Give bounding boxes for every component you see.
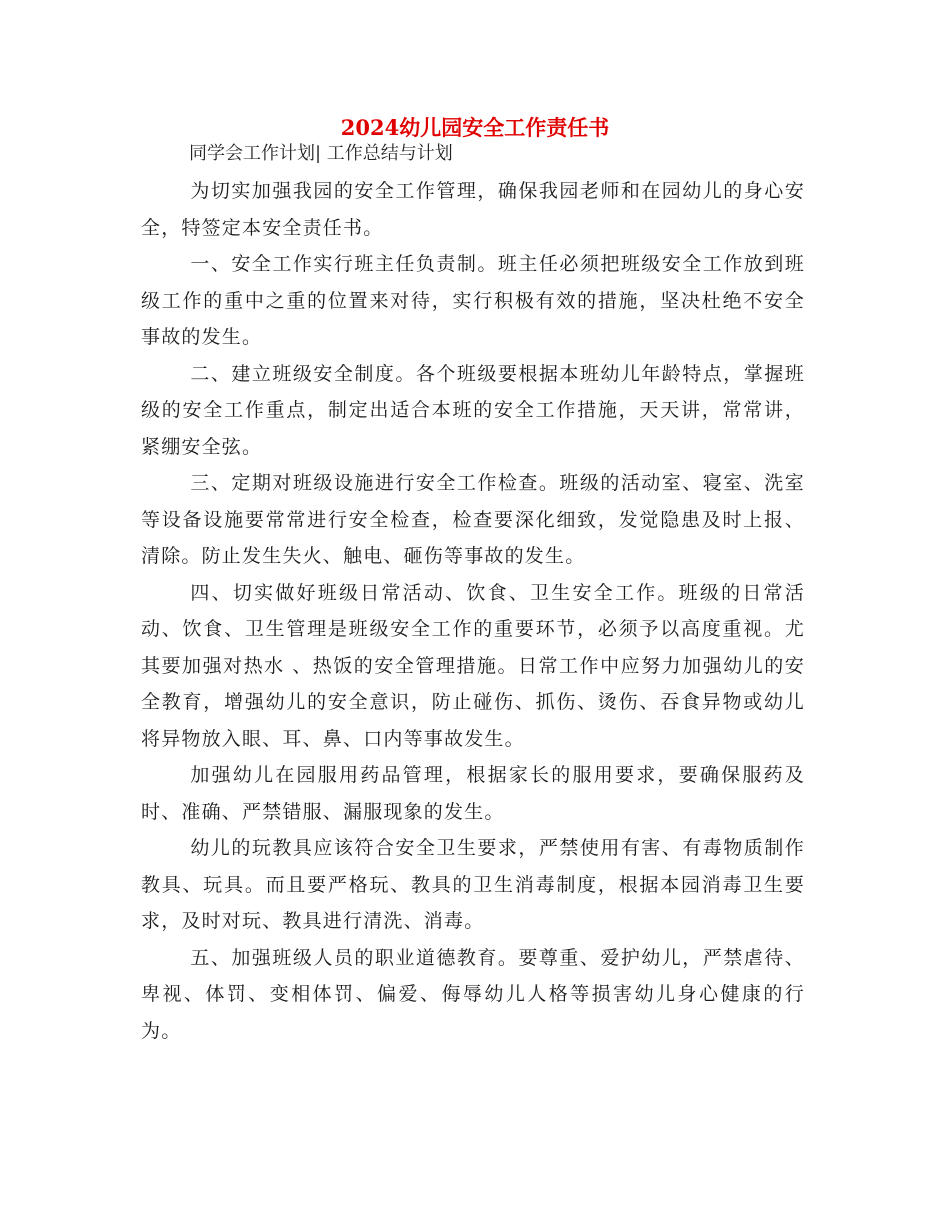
document-body xyxy=(141,173,805,1049)
document-subtitle: 同学会工作计划| 工作总结与计划 xyxy=(189,143,453,164)
paragraph-section-3: 三、定期对班级设施进行安全工作检查。班级的活动室、寝室、洗室等设备设施要常常进行安全检查，检查要深化细致，发觉隐患及时上报、清除。防止发生失火、触电、砸伤等事故的发生。 xyxy=(141,472,805,567)
paragraph-section-2: 二、建立班级安全制度。各个班级要根据本班幼儿年龄特点，掌握班级的安全工作重点，制定出适合本班的安全工作措施，天天讲，常常讲，紧绷安全弦。 xyxy=(141,362,805,458)
paragraph-section-5: 五、加强班级人员的职业道德教育。要尊重、爱护幼儿，严禁虐待、卑视、体罚、变相体罚、偏爱、侮辱幼儿人格等损害幼儿身心健康的行为。 xyxy=(141,946,805,1042)
paragraph-section-1: 一、安全工作实行班主任负责制。班主任必须把班级安全工作放到班级工作的重中之重的位置来对待，实行积极有效的措施，坚决杜绝不安全事故的发生。 xyxy=(141,253,805,348)
paragraph-intro: 为切实加强我园的安全工作管理，确保我园老师和在园幼儿的身心安全，特签定本安全责任书。 xyxy=(141,180,805,239)
paragraph-toys: 幼儿的玩教具应该符合安全卫生要求，严禁使用有害、有毒物质制作教具、玩具。而且要严格玩、教具的卫生消毒制度，根据本园消毒卫生要求，及时对玩、教具进行清洗、消毒。 xyxy=(141,837,805,932)
paragraph-section-4: 四、切实做好班级日常活动、饮食、卫生安全工作。班级的日常活动、饮食、卫生管理是班级安全工作的重要环节，必须予以高度重视。尤其要加强对热水 、热饭的安全管理措施。日常工作中应努力加强幼儿的安全教育，增强幼儿的安全意识，防止碰伤、抓伤、烫伤、吞食异物或幼儿将异物放入眼、耳、鼻、口内等事故发生。 xyxy=(141,581,805,750)
document-title: 2024幼儿园安全工作责任书 xyxy=(340,115,610,140)
paragraph-medicine: 加强幼儿在园服用药品管理，根据家长的服用要求，要确保服药及时、准确、严禁错服、漏服现象的发生。 xyxy=(141,764,805,823)
